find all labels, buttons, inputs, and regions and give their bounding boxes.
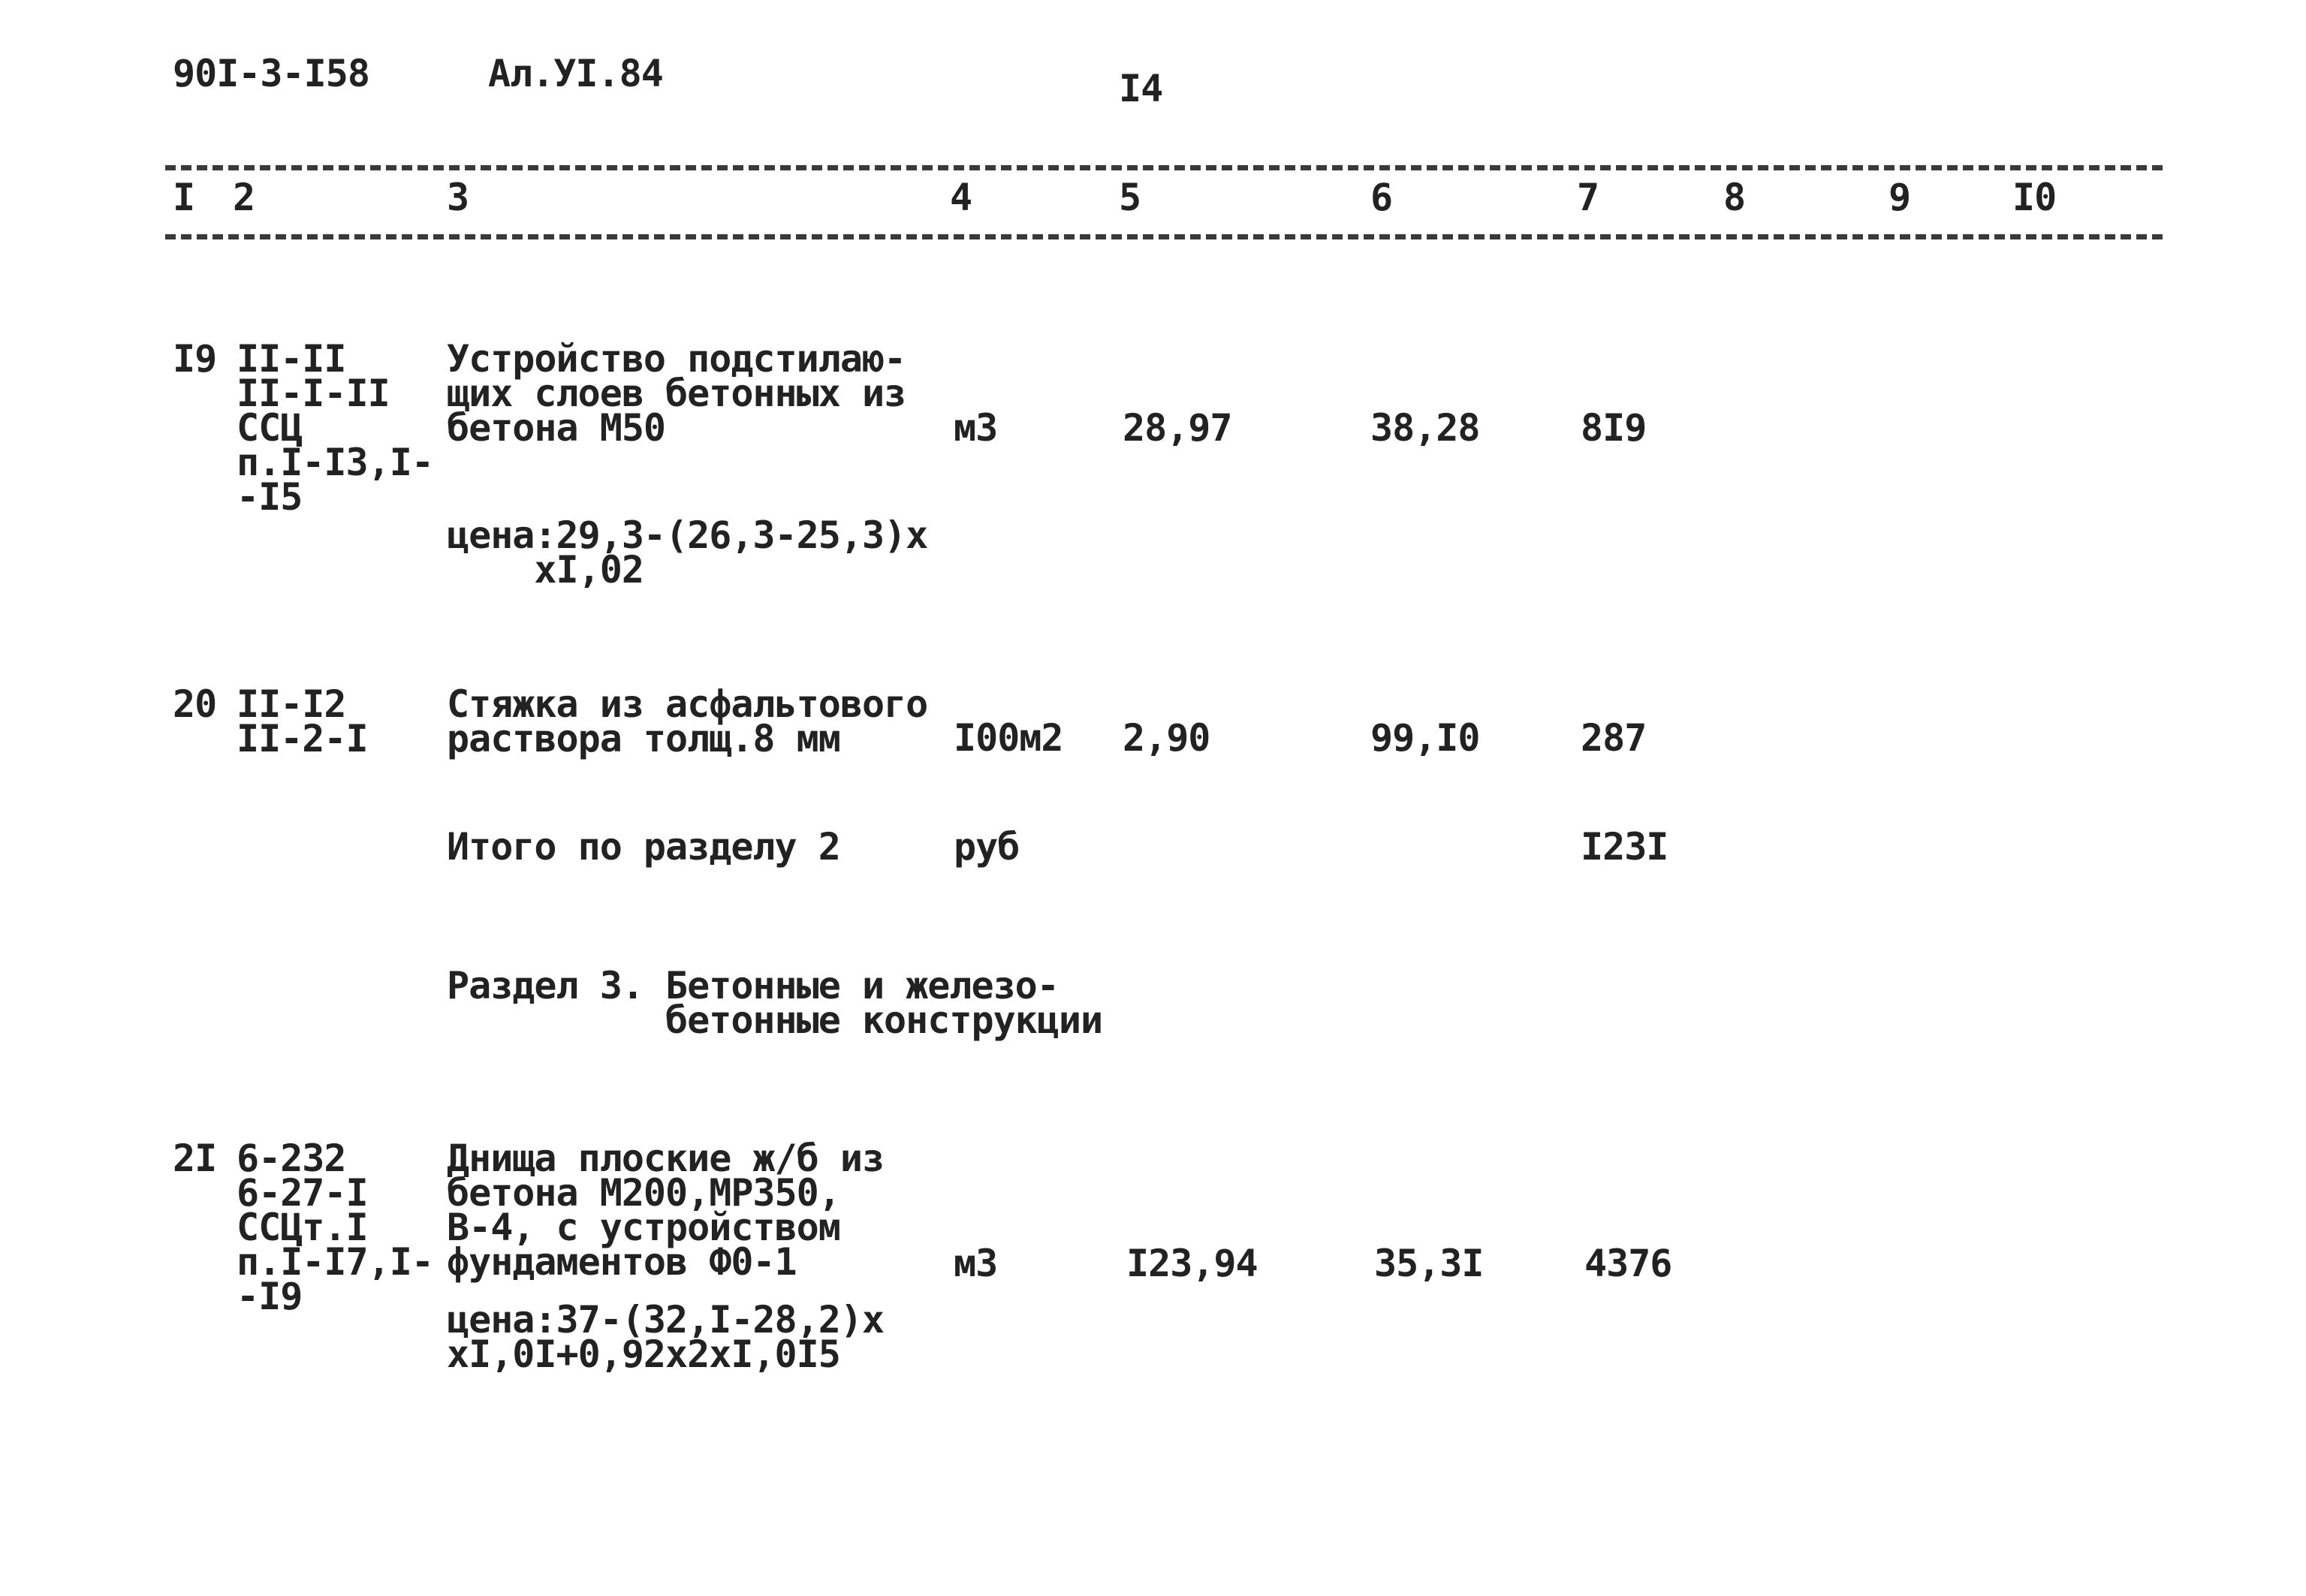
row-description: Днища плоские ж/б из бетона М200,МРЗ50, В-4, с устройством фундаментов Ф0-1	[447, 1137, 885, 1284]
row-description: Стяжка из асфальтового раствора толщ.8 мм	[447, 682, 928, 760]
document-code: 90I-3-I58	[173, 52, 369, 95]
row-quantity: 2,90	[1123, 716, 1210, 760]
column-header-10: I0	[2012, 176, 2057, 219]
row-unit-price: 35,3I	[1374, 1242, 1484, 1285]
row-quantity: 28,97	[1123, 406, 1232, 450]
row-code: II-II II-I-II ССЦ п.I-I3,I- -I5	[237, 337, 433, 519]
page-number: I4	[1119, 67, 1163, 110]
section-heading: Раздел 3. Бетонные и железо- бетонные конструкции	[447, 964, 1103, 1042]
column-header-3: 3	[447, 176, 469, 219]
column-header-7: 7	[1577, 176, 1599, 219]
row-unit: м3	[954, 406, 998, 450]
row-total: 8I9	[1581, 406, 1647, 450]
column-header-4: 4	[950, 176, 972, 219]
row-code: 6-232 6-27-I ССЦт.I п.I-I7,I- -I9	[237, 1137, 433, 1318]
column-header-5: 5	[1119, 176, 1141, 219]
row-quantity: I23,94	[1126, 1242, 1258, 1285]
header-rule-top	[165, 165, 2163, 170]
album-number: Ал.УI.84	[488, 52, 663, 95]
column-header-6: 6	[1370, 176, 1393, 219]
row-number: 20	[173, 682, 217, 726]
column-header-8: 8	[1723, 176, 1746, 219]
row-number: 2I	[173, 1137, 217, 1180]
row-total: 4376	[1584, 1242, 1672, 1285]
row-number: I9	[173, 337, 217, 381]
header-rule-bottom	[165, 234, 2163, 239]
column-header-2: 2	[233, 176, 255, 219]
row-description: Устройство подстилаю- щих слоев бетонных из бетона М50	[447, 337, 906, 450]
row-code: II-I2 II-2-I	[237, 682, 368, 760]
row-total: 287	[1581, 716, 1647, 760]
subtotal-label: Итого по разделу 2	[447, 825, 840, 869]
column-header-1: I	[173, 176, 195, 219]
row-price-note: цена:29,3-(26,3-25,3)х хI,02	[447, 513, 928, 592]
column-header-9: 9	[1889, 176, 1911, 219]
subtotal-unit: руб	[954, 825, 1020, 869]
row-unit-price: 99,I0	[1370, 716, 1480, 760]
row-price-note: цена:37-(32,I-28,2)х хI,0I+0,92х2хI,0I5	[447, 1298, 885, 1376]
row-unit-price: 38,28	[1370, 406, 1480, 450]
subtotal-total: I23I	[1581, 825, 1668, 869]
row-unit: м3	[954, 1242, 998, 1285]
row-unit: I00м2	[954, 716, 1063, 760]
